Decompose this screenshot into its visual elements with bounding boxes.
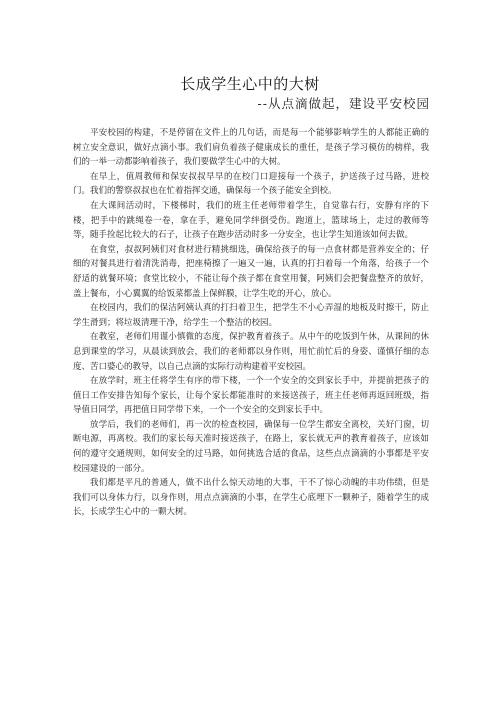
body-paragraph: 在早上，值周教师和保安叔叔早早的在校门口迎接每一个孩子，护送孩子过马路，进校门。我们的警察叔叔也在忙着指挥交通，确保每一个孩子能安全到校。 — [73, 171, 429, 197]
document-body — [73, 126, 429, 520]
body-paragraph: 在食堂，叔叔阿姨们对食材进行精挑细选，确保给孩子的每一点食材都是营养安全的；仔细的对餐具进行着清洗消毒，把座椅擦了一遍又一遍，认真的打扫着每一个角落，给孩子一个舒适的就餐环境；食堂比较小，不能让每个孩子都在食堂用餐，阿姨们会把餐盘整齐的放好，盖上餐布，小心翼翼的给饭菜都盖上保鲜膜，让学生吃的开心，放心。 — [73, 244, 429, 299]
body-paragraph: 我们都是平凡的普通人，做不出什么惊天动地的大事，干不了惊心动魄的丰功伟绩，但是我们可以身体力行，以身作则，用点点滴滴的小事，在学生心底埋下一颗种子，随着学生的成长，长成学生心中的一颗大树。 — [73, 478, 429, 518]
document-subtitle: --从点滴做起，建设平安校园 — [257, 96, 430, 111]
document-title: 长成学生心中的大树 — [180, 75, 320, 94]
body-paragraph: 放学后，我们的老师们，再一次的检查校园，确保每一位学生都安全离校，关好门窗，切断电源，再离校。我们的家长每天准时接送孩子，在路上，家长就无声的教育着孩子，应该如何的遵守交通规则，如何安全的过马路，如何挑选合适的食品，这些点点滴滴的小事都是平安校园建设的一部分。 — [73, 419, 429, 474]
body-paragraph: 在教室，老师们用谨小慎微的态度，保护教育着孩子。从中午的吃饭到午休，从课间的休息到课堂的学习，从晨读到放会，我们的老师都以身作则，用忙前忙后的身姿、谨慎仔细的态度、苦口婆心的教导，以自己点滴的实际行动构建着平安校园。 — [73, 332, 429, 372]
body-paragraph: 在大课间活动时，下楼梯时，我们的班主任老师带着学生，自觉靠右行，安静有序的下楼，把手中的跳绳卷一卷，拿在手，避免同学绊倒受伤。跑道上，篮球场上，走过的教师等等，随手捡起比较大的石子，让孩子在跑步活动时多一分安全，也让学生知道该如何去做。 — [73, 200, 429, 241]
body-paragraph: 在校园内，我们的保洁阿姨认真的打扫着卫生，把学生不小心弄湿的地板及时擦干，防止学生滑到；将垃圾清理干净，给学生一个整洁的校园。 — [73, 303, 429, 328]
body-paragraph: 平安校园的构建，不是停留在文件上的几句话，而是每一个能够影响学生的人都能正确的树立安全意识，做好点滴小事。我们肩负着孩子健康成长的重任，是孩子学习模仿的榜样，我们的一举一动都影响着孩子，我们要做学生心中的大树。 — [73, 128, 429, 168]
body-paragraph: 在放学时，班主任将学生有序的带下楼，一个一个安全的交到家长手中，并提前把孩子的值日工作安排告知每个家长，让每个家长都能准时的来接送孩子，班主任老师再返回班级，指导值日同学，再把值日同学带下来，一个一个安全的交到家长手中。 — [73, 376, 429, 416]
